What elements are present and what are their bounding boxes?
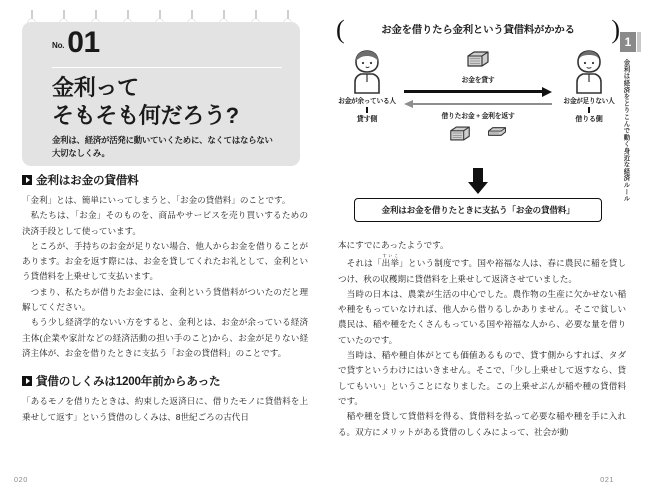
right-page — [330, 0, 650, 498]
paragraph: 私たちは、「お金」そのものを、商品やサービスを売り買いするための決済手段として使っています。 — [22, 210, 308, 236]
right-body-text — [338, 238, 626, 440]
tab-edge — [637, 32, 641, 52]
paragraph: 当時は、稲や種自体がとても価値あるもので、貸す側からすれば、タダで貸すというわけにはいきません。そこで、「少し上乗せして返すなら、貸してもいい」ということになりました。この上乗せぶんが稲や種の貸借料です。 — [338, 350, 626, 406]
paragraph-with-ruby: それは「出挙すいこ」という制度です。国や裕福な人は、春に農民に稲を貸しつけ、秋の収穫期に貸借料を上乗せして返済させていました。 — [338, 253, 627, 284]
arrow-return-icon — [404, 100, 552, 108]
person-lender-icon — [346, 48, 388, 94]
page-number-left: 020 — [14, 475, 28, 484]
triangle-marker-icon — [22, 376, 32, 386]
person-lender — [336, 48, 398, 124]
page-subtitle: 金利は、経済が活発に動いていくために、なくてはならない大切なしくみ。 — [52, 135, 273, 158]
arrow-down-icon — [330, 168, 626, 196]
paragraph: つまり、私たちが借りたお金には、金利という貸借料がついたのだと理解してください。 — [22, 286, 308, 313]
paragraph: 「金利」とは、簡単にいってしまうと、「お金の貸借料」のことです。 — [22, 195, 291, 205]
chapter-side-tab[interactable] — [614, 32, 650, 209]
page-title — [52, 74, 284, 130]
triangle-marker-icon — [22, 175, 32, 185]
paragraph: 「あるモノを借りたときは、約束した返済日に、借りたモノに貸借料を上乗せして返す」という貸借のしくみは、8世紀ごろの古代日 — [22, 396, 308, 422]
chapter-number-row — [52, 26, 100, 59]
person-borrower — [558, 48, 620, 124]
paragraph: 当時の日本は、農業が生活の中心でした。農作物の生産に欠かせない稲や種をもっていなければ、他人から借りるしかありません。そこで貧しい農民は、稲や種をたくさんもっている国や裕福な人から、必要な量を借りていたのです。 — [338, 288, 626, 345]
bracket-left-icon: ( — [336, 15, 345, 44]
money-return-group — [404, 125, 552, 142]
person-lender-label: お金が余っている人 — [338, 98, 396, 105]
person-borrower-role: 借りる側 — [575, 116, 603, 123]
paragraph: もう少し経済学的ないい方をすると、金利とは、お金が余っている経済主体(企業や家計などの経済活動の担い手のこと)から、お金が足りない経済主体が、お金を借りたときに支払う「お金の貸借料」のことです。 — [22, 317, 308, 358]
chapter-tab-text: 金利は経済をとりこんで動く身近な経済ルール — [622, 59, 630, 202]
person-lender-tick — [366, 107, 367, 113]
page-title-line2: そもそも何だろう? — [52, 102, 239, 128]
person-borrower-tick — [588, 107, 589, 113]
money-stack-icon — [465, 50, 491, 68]
chapter-header-card — [22, 22, 300, 166]
card-rule-top — [52, 67, 282, 68]
person-borrower-label: お金が足りない人 — [563, 98, 615, 105]
money-stack-icon — [448, 125, 472, 142]
paragraph: 本にすでにあったようです。 — [338, 240, 449, 250]
page-number-right: 021 — [600, 475, 614, 484]
diagram-lending-flow — [330, 15, 630, 223]
arrow-lend-icon — [404, 87, 552, 97]
chapter-tab-number: 1 — [620, 32, 636, 52]
diagram-title: お金を借りたら金利という貸借料がかかる — [381, 25, 575, 36]
diagram-title-row — [330, 15, 626, 44]
person-lender-role: 貸す側 — [356, 116, 378, 123]
return-label: 借りたお金 + 金利を返す — [441, 113, 515, 120]
diagram-flow-middle — [404, 50, 552, 142]
money-lend-group — [404, 50, 552, 84]
person-borrower-icon — [568, 48, 610, 94]
section-heading-1 — [22, 172, 308, 188]
left-body-text — [22, 172, 308, 425]
chapter-no-number: 01 — [67, 26, 100, 59]
money-note-icon — [486, 125, 508, 138]
chapter-no-label: No. — [52, 40, 65, 50]
bracket-right-icon: ) — [611, 15, 620, 44]
section-heading-1-label: 金利はお金の貸借料 — [36, 174, 139, 187]
section-heading-2 — [22, 373, 308, 389]
diagram-conclusion-box: 金利はお金を借りたときに支払う「お金の貸借料」 — [354, 198, 602, 222]
paragraph: ところが、手持ちのお金が足りない場合、他人からお金を借りることがあります。お金を返す際には、お金を貸してくれたお礼として、金利という貸借料を上乗せして支払います。 — [22, 240, 308, 282]
ruby-suiko: 出挙すいこ — [381, 253, 400, 269]
page-title-line1: 金利って — [52, 75, 139, 100]
section-heading-2-label: 貸借のしくみは1200年前からあった — [36, 375, 221, 389]
lend-label: お金を貸す — [461, 77, 495, 84]
paragraph: 稲や種を貸して貸借料を得る、貸借料を払って必要な稲や種を手に入れる。双方にメリットがある貸借のしくみによって、社会が動 — [338, 411, 626, 437]
